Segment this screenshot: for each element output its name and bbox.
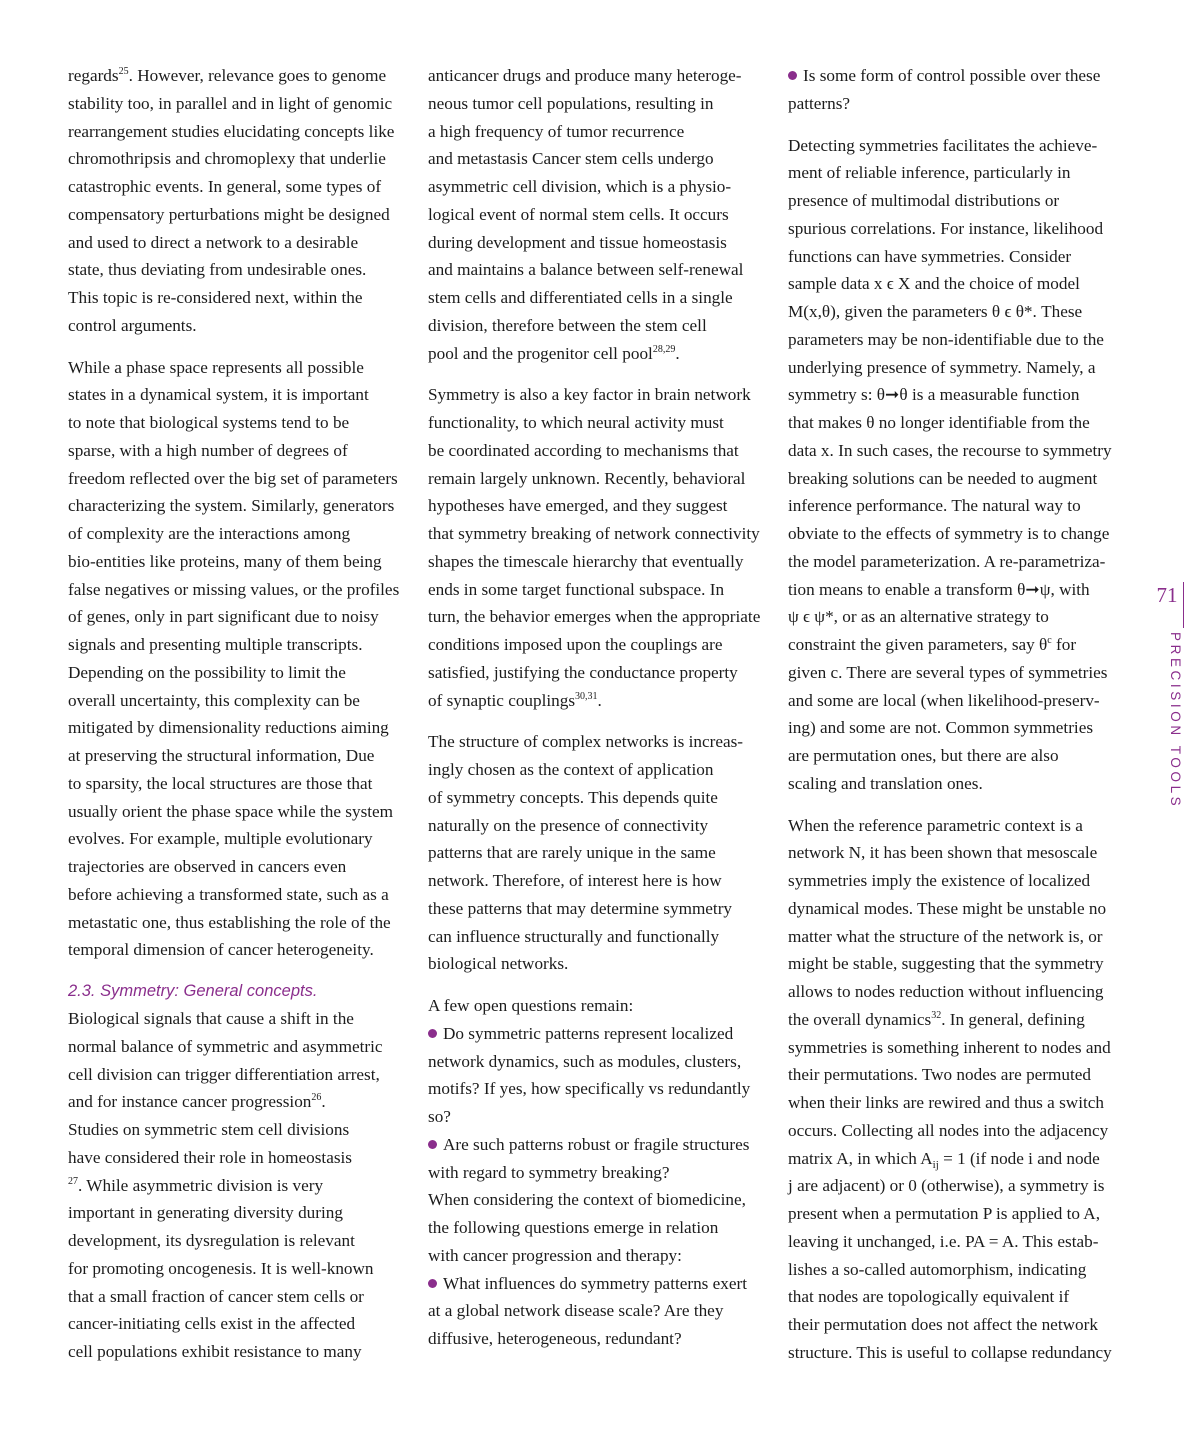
text-run: and for instance cancer progression (68, 1092, 312, 1112)
text-line: underlying presence of symmetry. Namely, a (788, 357, 1096, 377)
text-line: mitigated by dimensionality reductions aiming (68, 718, 389, 738)
text-run: pool and the progenitor cell pool (428, 343, 653, 363)
text-line: before achieving a transformed state, such as a (68, 884, 389, 904)
text-line: patterns? (788, 93, 851, 113)
text-line: these patterns that may determine symmetry (428, 898, 733, 918)
text-line: cell populations exhibit resistance to many (68, 1342, 362, 1361)
text-line: be coordinated according to mechanisms that (428, 440, 739, 460)
text-line: their permutation does not affect the network (788, 1315, 1098, 1334)
text-line: matter what the structure of the network is, or (788, 926, 1103, 946)
text-line: and maintains a balance between self-renewal (428, 260, 744, 280)
text-line: ment of reliable inference, particularly in (788, 163, 1071, 183)
bullet-line (428, 1131, 773, 1159)
paragraph (788, 62, 1134, 118)
text-line: turn, the behavior emerges when the appropriate (428, 607, 761, 627)
text-line: allows to nodes reduction without influencing (788, 982, 1104, 1001)
text-line: overall uncertainty, this complexity can be (68, 690, 360, 710)
text-line: the model parameterization. A re-parametriza- (788, 551, 1106, 571)
text-line: M(x,θ), given the parameters θ ϵ θ*. These (788, 302, 1083, 321)
text-line: at a global network disease scale? Are they (428, 1301, 724, 1321)
paragraph (428, 992, 773, 1353)
text-line: diffusive, heterogeneous, redundant? (428, 1329, 682, 1348)
paragraph (428, 62, 773, 367)
text-line: rearrangement studies elucidating concepts like (68, 121, 395, 141)
text-line: stem cells and differentiated cells in a single (428, 288, 733, 307)
text-line: satisfied, justifying the conductance property (428, 662, 738, 682)
text-line: cell division can trigger differentiation arrest, (68, 1064, 380, 1084)
paragraph (428, 381, 773, 714)
bullet-icon (428, 1029, 437, 1038)
text-line: trajectories are observed in cancers even (68, 857, 347, 876)
text-line: Detecting symmetries facilitates the achieve- (788, 135, 1098, 155)
text-line: logical event of normal stem cells. It occurs (428, 204, 729, 224)
section-label: PRECISION TOOLS (1168, 632, 1183, 810)
text-line: can influence structurally and functionally (428, 926, 720, 946)
text-run: . However, relevance goes to genome (128, 66, 387, 85)
bullet-line (428, 1020, 773, 1048)
text-run: Do symmetric patterns represent localized (443, 1023, 734, 1043)
text-line: might be stable, suggesting that the symmetry (788, 954, 1104, 974)
text-line: bio-entities like proteins, many of them being (68, 551, 382, 571)
bullet-line (788, 62, 1134, 90)
text-line: hypotheses have emerged, and they suggest (428, 496, 728, 516)
text-line: compensatory perturbations might be designed (68, 204, 390, 224)
text-line: cancer-initiating cells exist in the affected (68, 1314, 356, 1334)
text-line: ing) and some are not. Common symmetries (788, 718, 1094, 738)
text-line: with regard to symmetry breaking? (428, 1162, 670, 1182)
text-line: A few open questions remain: (428, 996, 634, 1015)
superscript: c (1047, 635, 1052, 646)
text-line: sample data x ϵ X and the choice of model (788, 274, 1080, 294)
text-line: false negatives or missing values, or the profiles (68, 579, 400, 599)
text-line: patterns that are rarely unique in the same (428, 843, 716, 863)
text-run: Are such patterns robust or fragile structures (443, 1134, 750, 1154)
text-line (788, 1006, 1134, 1034)
text-line: network. Therefore, of interest here is how (428, 871, 722, 890)
text-line: metastatic one, thus establishing the role of the (68, 912, 391, 932)
reference-superscript: 26 (311, 1092, 322, 1104)
text-line: data x. In such cases, the recourse to symmetry (788, 440, 1112, 460)
text-line: ends in some target functional subspace. In (428, 579, 725, 599)
text-line: scaling and translation ones. (788, 773, 983, 793)
text-line: states in a dynamical system, it is important (68, 385, 369, 405)
text-line: structure. This is useful to collapse redundancy (788, 1342, 1112, 1362)
text-run: What influences do symmetry patterns exert (443, 1273, 748, 1293)
paragraph (428, 728, 773, 978)
text-line: symmetries is something inherent to nodes and (788, 1037, 1111, 1057)
text-line: conditions imposed upon the couplings are (428, 635, 723, 654)
text-line: While a phase space represents all possible (68, 357, 364, 377)
paragraph (68, 62, 416, 340)
text-line: spurious correlations. For instance, likelihood (788, 218, 1104, 238)
text-line: signals and presenting multiple transcripts. (68, 635, 363, 654)
text-line: of symmetry concepts. This depends quite (428, 787, 718, 807)
reference-superscript: 32 (931, 1009, 942, 1021)
text-line: of complexity are the interactions among (68, 524, 351, 543)
text-line: are permutation ones, but there are also (788, 746, 1059, 765)
text-line: ψ ϵ ψ*, or as an alternative strategy to (788, 607, 1049, 627)
text-line: Depending on the possibility to limit the (68, 662, 346, 682)
text-line (68, 1088, 416, 1116)
text-line: functionality, to which neural activity must (428, 413, 724, 432)
text-line: motifs? If yes, how specifically vs redundantly (428, 1079, 751, 1099)
reference-superscript: 25 (118, 66, 129, 77)
text-line: asymmetric cell division, which is a physio- (428, 177, 732, 196)
text-column-3 (788, 62, 1134, 1367)
text-line: biological networks. (428, 954, 569, 974)
paragraph (788, 132, 1134, 798)
reference-superscript: 27 (68, 1175, 78, 1187)
text-run: . (675, 343, 680, 363)
text-run: . While asymmetric division is very (78, 1175, 324, 1195)
text-line: that a small fraction of cancer stem cells or (68, 1286, 364, 1306)
text-line: that symmetry breaking of network connectivity (428, 524, 760, 543)
text-line: catastrophic events. In general, some types of (68, 177, 382, 196)
text-line (788, 631, 1134, 659)
text-line: Symmetry is also a key factor in brain network (428, 385, 751, 405)
text-run: . (321, 1092, 326, 1112)
text-line: symmetry s: θ➞θ is a measurable function (788, 385, 1080, 405)
text-line: during development and tissue homeostasis (428, 232, 727, 252)
text-run: of synaptic couplings (428, 690, 576, 710)
text-line: presence of multimodal distributions or (788, 191, 1060, 210)
text-line: important in generating diversity during (68, 1203, 343, 1223)
page-number: 71 (1156, 583, 1178, 607)
text-line (68, 1172, 416, 1200)
bullet-line (428, 1270, 773, 1298)
text-line: occurs. Collecting all nodes into the adjacency (788, 1120, 1109, 1140)
text-line: that nodes are topologically equivalent if (788, 1287, 1070, 1307)
text-line: so? (428, 1107, 451, 1126)
text-line: of genes, only in part significant due to noisy (68, 607, 379, 627)
text-run: matrix A, in which A (788, 1148, 933, 1168)
text-line: remain largely unknown. Recently, behavioral (428, 468, 746, 488)
text-line: their permutations. Two nodes are permuted (788, 1065, 1091, 1085)
text-line: have considered their role in homeostasis (68, 1147, 352, 1167)
section-heading: 2.3. Symmetry: General concepts. (68, 982, 318, 1000)
bullet-icon (428, 1140, 437, 1149)
text-line (788, 1145, 1134, 1173)
text-run: for (1051, 635, 1077, 654)
text-line: j are adjacent) or 0 (otherwise), a symmetry is (788, 1176, 1105, 1196)
text-line: a high frequency of tumor recurrence (428, 121, 685, 141)
text-line: functions can have symmetries. Consider (788, 246, 1072, 266)
text-line: state, thus deviating from undesirable ones. (68, 260, 367, 280)
text-run: the overall dynamics (788, 1009, 932, 1029)
text-line: leaving it unchanged, i.e. PA = A. This estab- (788, 1231, 1099, 1251)
text-line: to sparsity, the local structures are those that (68, 773, 373, 793)
text-run: constraint the given parameters, say θ (788, 635, 1048, 654)
paragraph (68, 1005, 416, 1366)
reference-superscript: 28,29 (652, 343, 676, 355)
text-run: . In general, defining (941, 1009, 1085, 1029)
text-line: when their links are rewired and thus a switch (788, 1093, 1104, 1112)
bullet-icon (428, 1279, 437, 1288)
text-line: Studies on symmetric stem cell divisions (68, 1120, 350, 1139)
text-column-1 (68, 62, 416, 1366)
text-line (428, 340, 773, 368)
text-line: and metastasis Cancer stem cells undergo (428, 149, 714, 169)
text-line: division, therefore between the stem cell (428, 315, 707, 335)
paragraph (68, 354, 416, 965)
text-line: network N, it has been shown that mesoscale (788, 843, 1098, 863)
text-line: anticancer drugs and produce many heteroge- (428, 66, 742, 85)
text-line: shapes the timescale hierarchy that eventually (428, 551, 744, 571)
margin-divider (1183, 582, 1184, 628)
text-column-2 (428, 62, 773, 1367)
text-line: obviate to the effects of symmetry is to change (788, 524, 1110, 543)
text-line: network dynamics, such as modules, clusters, (428, 1051, 742, 1071)
bullet-icon (788, 71, 797, 80)
text-line: Biological signals that cause a shift in the (68, 1009, 354, 1028)
subscript: ij (932, 1158, 939, 1171)
text-line: neous tumor cell populations, resulting in (428, 93, 714, 113)
text-line (68, 62, 416, 90)
text-line: present when a permutation P is applied to A, (788, 1204, 1101, 1223)
text-line: with cancer progression and therapy: (428, 1245, 682, 1265)
text-line: When the reference parametric context is a (788, 815, 1083, 835)
text-line: dynamical modes. These might be unstable no (788, 898, 1107, 918)
text-line: ingly chosen as the context of application (428, 760, 714, 779)
text-line: to note that biological systems tend to be (68, 413, 350, 432)
text-run: . (597, 690, 602, 710)
text-line: temporal dimension of cancer heterogeneity. (68, 940, 374, 960)
text-line: characterizing the system. Similarly, generators (68, 496, 395, 516)
text-line: lishes a so-called automorphism, indicating (788, 1259, 1087, 1279)
paragraph (788, 812, 1134, 1367)
text-line: and some are local (when likelihood-preserv- (788, 690, 1100, 710)
text-line: freedom reflected over the big set of parameters (68, 468, 398, 488)
text-run: Is some form of control possible over these (803, 66, 1101, 85)
text-line: evolves. For example, multiple evolutionary (68, 829, 373, 849)
text-line: symmetries imply the existence of localized (788, 871, 1091, 890)
text-line: When considering the context of biomedicine, (428, 1190, 746, 1210)
text-line: breaking solutions can be needed to augment (788, 468, 1098, 488)
text-line: and used to direct a network to a desirable (68, 232, 359, 252)
text-line: tion means to enable a transform θ➞ψ, with (788, 579, 1090, 599)
text-line: usually orient the phase space while the system (68, 801, 394, 821)
text-line: given c. There are several types of symmetries (788, 662, 1108, 682)
text-line: development, its dysregulation is relevant (68, 1231, 355, 1250)
text-line: at preserving the structural information, Due (68, 746, 375, 765)
reference-superscript: 30,31 (575, 690, 598, 702)
text-run: = 1 (if node i and node (938, 1148, 1100, 1168)
text-line: control arguments. (68, 315, 197, 335)
text-line (428, 687, 773, 715)
text-line: stability too, in parallel and in light of genomic (68, 93, 393, 113)
text-line: the following questions emerge in relation (428, 1218, 719, 1237)
text-line: chromothripsis and chromoplexy that underlie (68, 149, 386, 169)
text-run: regards (68, 66, 119, 85)
text-line: naturally on the presence of connectivity (428, 815, 709, 835)
text-line: that makes θ no longer identifiable from the (788, 413, 1090, 432)
text-line: The structure of complex networks is increas- (428, 732, 743, 752)
text-line: This topic is re-considered next, within the (68, 288, 363, 307)
text-line: sparse, with a high number of degrees of (68, 440, 348, 460)
text-line: normal balance of symmetric and asymmetric (68, 1036, 383, 1056)
text-line: parameters may be non-identifiable due to the (788, 329, 1104, 349)
text-line: inference performance. The natural way to (788, 496, 1081, 516)
text-line: for promoting oncogenesis. It is well-known (68, 1258, 374, 1278)
